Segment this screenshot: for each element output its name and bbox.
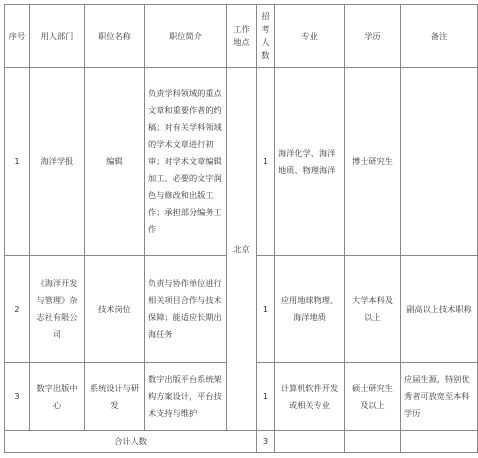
row-count: 1 <box>257 256 275 363</box>
total-count: 3 <box>257 431 275 453</box>
row-dept: 海洋学报 <box>30 68 85 256</box>
header-no: 序号 <box>5 5 30 68</box>
row-post: 系统设计与研发 <box>85 363 145 431</box>
row-no: 3 <box>5 363 30 431</box>
row-notes <box>401 68 478 256</box>
row-desc: 负责与协作单位进行相关项目合作与技术保障；能适应长期出海任务 <box>145 256 227 363</box>
row-major: 应用地球物理、海洋地质 <box>275 256 345 363</box>
row-education: 博士研究生 <box>345 68 401 256</box>
row-post: 技术岗位 <box>85 256 145 363</box>
row-education: 硕士研究生及以上 <box>345 363 401 431</box>
work-location: 北京 <box>227 68 257 431</box>
row-major: 计算机软件开发或相关专业 <box>275 363 345 431</box>
row-count: 1 <box>257 363 275 431</box>
row-notes: 应届生源，特别优秀者可放宽至本科学历 <box>401 363 478 431</box>
row-no: 1 <box>5 68 30 256</box>
row-desc: 负责学科领域的重点文章和重要作者的约稿；对有关学科领域的学术文章进行初审；对学术文章编辑加工、必要的文字润色与修改和出版工作；承担部分编务工作 <box>145 68 227 256</box>
total-empty-cell <box>401 431 478 453</box>
header-row <box>5 5 478 68</box>
total-empty-cell <box>275 431 345 453</box>
header-dept: 用人部门 <box>30 5 85 68</box>
row-major: 海洋化学、海洋地质、物理海洋 <box>275 68 345 256</box>
recruitment-table <box>4 4 478 453</box>
total-row <box>5 431 478 453</box>
header-education: 学历 <box>345 5 401 68</box>
table-row <box>5 68 478 256</box>
row-education: 大学本科及以上 <box>345 256 401 363</box>
header-desc: 职位简介 <box>145 5 227 68</box>
header-post: 职位名称 <box>85 5 145 68</box>
row-desc: 数字出版平台系统架构方案设计，平台技术支持与维护 <box>145 363 227 431</box>
total-label: 合计人数 <box>5 431 257 453</box>
row-dept: 数字出版中心 <box>30 363 85 431</box>
header-notes: 备注 <box>401 5 478 68</box>
row-count: 1 <box>257 68 275 256</box>
total-empty-cell <box>345 431 401 453</box>
row-post: 编辑 <box>85 68 145 256</box>
header-location: 工作地点 <box>227 5 257 68</box>
row-notes: 副高以上技术职称 <box>401 256 478 363</box>
row-dept: 《海洋开发与管理》杂志社有限公司 <box>30 256 85 363</box>
row-no: 2 <box>5 256 30 363</box>
header-major: 专业 <box>275 5 345 68</box>
header-count: 招考人数 <box>257 5 275 68</box>
